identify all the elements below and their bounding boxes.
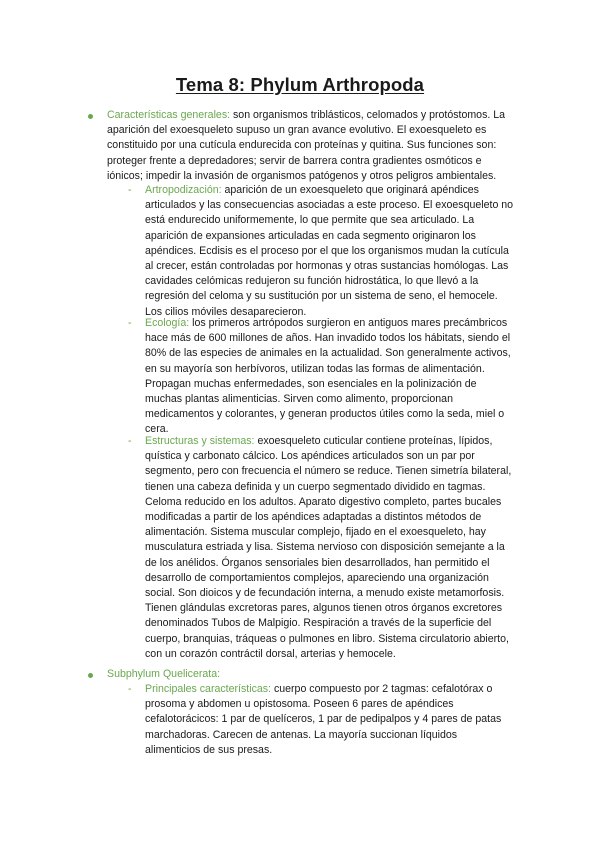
dash-icon: - (128, 184, 132, 196)
bullet-icon (88, 114, 93, 119)
item-label: Principales características: (145, 683, 271, 695)
section-label: Características generales: (107, 109, 231, 121)
section-label: Subphylum Quelicerata: (107, 668, 221, 680)
section-general (107, 108, 515, 184)
item-text: exoesqueleto cuticular contiene proteínas, lípidos, quística y carbonato cálcico. Los apéndices articulados son un par por segmento, pero con frecuencia el número se reduce. Tienen simetría bilateral, tienen una cabeza definida y un cuerpo segmentado dividido en tagmas. Celoma reducido en los adultos. Aparato digestivo completo, partes bucales modificadas a partir de los apéndices adaptadas a distintos métodos de alimentación. Sistema muscular complejo, fijado en el exoesqueleto, hay musculatura estriada y lisa. Sistema nervioso con disposición semejante a la de los anélidos. Órganos sensoriales bien desarrollados, han permitido el desarrollo de comportamientos complejos, apareciendo una organización social. Son dioicos y de fecundación interna, a menudo existe metamorfosis. Tienen glándulas excretoras pares, algunos tienen otros órganos excretores denominados Tubos de Malpigio. Respiración a través de la superficie del cuerpo, branquias, tráqueas o pulmones en libro. Sistema circulatorio abierto, con un corazón contráctil dorsal, arterias y hemocele. (145, 435, 512, 660)
section-text: son organismos triblásticos, celomados y protóstomos. La aparición del exoesqueleto supuso un gran avance evolutivo. El exoesqueleto es constituido por una cutícula endurecida con proteínas y quitina. Sus funciones son: proteger frente a depredadores; servir de barrera contra gradientes osmóticos e iónicos; impedir la invasión de organismos patógenos y otros peligros ambientales. (107, 109, 506, 182)
bullet-icon (88, 673, 93, 678)
item-label: Ecología: (145, 317, 190, 329)
item-label: Artropodización: (145, 184, 222, 196)
item-text: los primeros artrópodos surgieron en antiguos mares precámbricos hace más de 600 millones de años. Han invadido todos los hábitats, siendo el 80% de las especies de animales en la actualidad. Son generalmente activos, en su mayoría son herbívoros, utilizan todas las formas de alimentación. Propagan muchas enfermedades, son esenciales en la polinización de muchas plantas alimenticias. Sirven como alimento, proporcionan medicamentos y colorantes, y generan productos útiles como la seda, miel o cera. (145, 317, 511, 436)
page-title: Tema 8: Phylum Arthropoda (175, 74, 425, 95)
section-quelicerata (107, 667, 515, 682)
dash-icon: - (128, 317, 132, 329)
item-artropodizacion (145, 183, 515, 320)
item-principales (145, 682, 515, 758)
item-text: cuerpo compuesto por 2 tagmas: cefalotórax o prosoma y abdomen u opistosoma. Poseen 6 pares de apéndices cefalotorácicos: 1 par de quelíceros, 1 par de pedipalpos y 4 pares de patas marchadoras. Carecen de antenas. La mayoría succionan líquidos alimenticios de sus presas. (145, 683, 502, 756)
item-estructuras (145, 434, 515, 662)
dash-icon: - (128, 435, 132, 447)
item-label: Estructuras y sistemas: (145, 435, 255, 447)
item-ecologia (145, 316, 515, 438)
item-text: aparición de un exoesqueleto que originará apéndices articulados y las consecuencias asociadas a este proceso. El exoesqueleto no está endurecido uniformemente, lo que permite que sea articulado. La aparición de expansiones articuladas en cada segmento originaron los apéndices. Ecdisis es el proceso por el que los organismos mudan la cutícula al crecer, están controladas por hormonas y otras sustancias homólogas. Las cavidades celómicas redujeron su función hidrostática, lo que llevó a la regresión del celoma y su sustitución por un sistema de seno, el hemocele. Los cilios móviles desaparecieron. (145, 184, 514, 318)
dash-icon: - (128, 683, 132, 695)
